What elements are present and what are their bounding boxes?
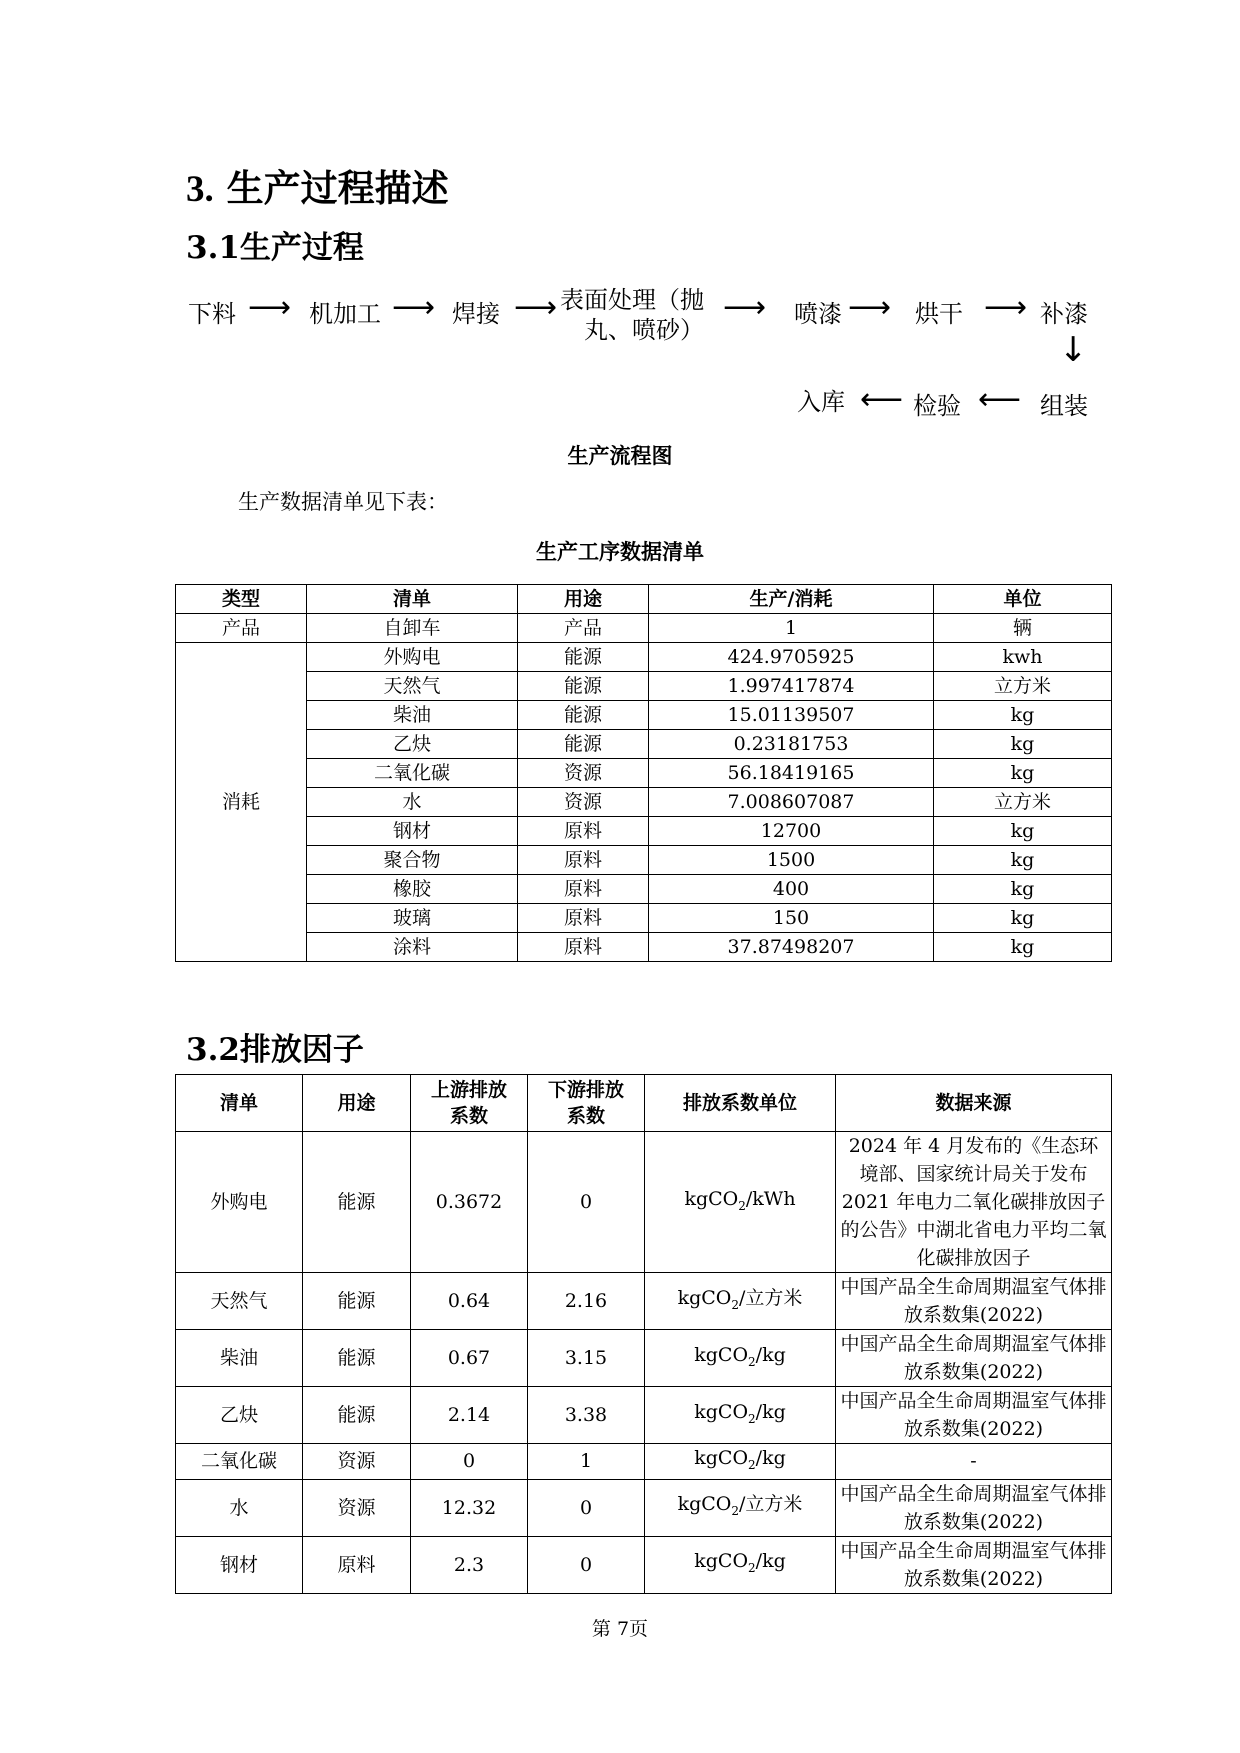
table-header-row bbox=[176, 585, 1112, 614]
table-row bbox=[176, 614, 1112, 643]
production-data-table bbox=[175, 584, 1112, 962]
flow-arrow-right-icon: ⟶ bbox=[984, 290, 1028, 325]
unit-subscript: 2 bbox=[748, 1411, 756, 1426]
type-cell: 产品 bbox=[176, 614, 307, 643]
subsection-heading-emission-factors: 3.2排放因子 bbox=[186, 1032, 364, 1068]
flow-step-painting: 喷漆 bbox=[794, 300, 842, 328]
unit-prefix: kgCO bbox=[694, 1447, 749, 1469]
use-cell: 能源 bbox=[303, 1273, 411, 1330]
item-cell: 聚合物 bbox=[307, 846, 518, 875]
unit-suffix: /kWh bbox=[745, 1187, 796, 1210]
table-row bbox=[176, 759, 1112, 788]
unit-suffix: /kg bbox=[755, 1343, 786, 1366]
unit-prefix: kgCO bbox=[684, 1187, 739, 1210]
header-cell: 清单 bbox=[176, 1075, 303, 1132]
use-cell: 能源 bbox=[518, 672, 649, 701]
unit-cell: kg bbox=[934, 846, 1112, 875]
flow-step-touch-up: 补漆 bbox=[1040, 300, 1088, 328]
source-cell: - bbox=[836, 1444, 1112, 1480]
page-number: 第 7页 bbox=[591, 1618, 649, 1640]
table-row bbox=[176, 846, 1112, 875]
flow-arrow-left-icon: ⟵ bbox=[978, 382, 1022, 417]
use-cell: 能源 bbox=[303, 1387, 411, 1444]
source-cell: 中国产品全生命周期温室气体排放系数集(2022) bbox=[836, 1273, 1112, 1330]
upstream-factor-cell: 0.67 bbox=[411, 1330, 528, 1387]
flow-step-blanking: 下料 bbox=[188, 300, 236, 328]
table-row bbox=[176, 817, 1112, 846]
item-cell: 柴油 bbox=[307, 701, 518, 730]
header-cell: 单位 bbox=[934, 585, 1112, 614]
unit-cell bbox=[645, 1479, 836, 1536]
header-cell: 排放系数单位 bbox=[645, 1075, 836, 1132]
use-cell: 资源 bbox=[518, 759, 649, 788]
header-cell: 下游排放系数 bbox=[528, 1075, 645, 1132]
item-cell: 橡胶 bbox=[307, 875, 518, 904]
section-title: 生产过程描述 bbox=[226, 166, 449, 210]
item-cell: 涂料 bbox=[307, 933, 518, 962]
intro-paragraph: 生产数据清单见下表： bbox=[238, 490, 448, 514]
source-cell: 2024 年 4 月发布的《生态环境部、国家统计局关于发布 2021 年电力二氧化碳排放因子的公告》中湖北省电力平均二氧化碳排放因子 bbox=[836, 1132, 1112, 1273]
item-cell: 水 bbox=[176, 1479, 303, 1536]
header-cell: 用途 bbox=[518, 585, 649, 614]
unit-cell: kg bbox=[934, 904, 1112, 933]
header-cell: 清单 bbox=[307, 585, 518, 614]
amount-cell: 0.23181753 bbox=[649, 730, 934, 759]
table-row bbox=[176, 1444, 1112, 1480]
table-header-row bbox=[176, 1075, 1112, 1132]
table-row bbox=[176, 1132, 1112, 1273]
use-cell: 能源 bbox=[303, 1330, 411, 1387]
flow-arrow-right-icon: ⟶ bbox=[392, 290, 436, 325]
flow-step-drying: 烘干 bbox=[915, 300, 963, 328]
upstream-factor-cell: 0.3672 bbox=[411, 1132, 528, 1273]
unit-cell: kg bbox=[934, 701, 1112, 730]
unit-prefix: kgCO bbox=[694, 1343, 749, 1366]
unit-subscript: 2 bbox=[748, 1457, 756, 1472]
use-cell: 原料 bbox=[518, 904, 649, 933]
downstream-factor-cell: 0 bbox=[528, 1132, 645, 1273]
use-cell: 资源 bbox=[303, 1444, 411, 1480]
item-cell: 乙炔 bbox=[176, 1387, 303, 1444]
flow-arrow-down-icon: ↓ bbox=[1059, 330, 1088, 370]
unit-prefix: kgCO bbox=[694, 1550, 749, 1573]
header-cell: 用途 bbox=[303, 1075, 411, 1132]
flow-step-machining: 机加工 bbox=[309, 300, 381, 328]
amount-cell: 1500 bbox=[649, 846, 934, 875]
downstream-factor-cell: 0 bbox=[528, 1536, 645, 1593]
amount-cell: 150 bbox=[649, 904, 934, 933]
unit-cell: 立方米 bbox=[934, 672, 1112, 701]
unit-subscript: 2 bbox=[731, 1504, 740, 1519]
unit-cell bbox=[645, 1330, 836, 1387]
item-cell: 柴油 bbox=[176, 1330, 303, 1387]
unit-prefix: kgCO bbox=[677, 1493, 732, 1516]
unit-cell: 立方米 bbox=[934, 788, 1112, 817]
item-cell: 玻璃 bbox=[307, 904, 518, 933]
item-cell: 钢材 bbox=[176, 1536, 303, 1593]
item-cell: 外购电 bbox=[176, 1132, 303, 1273]
table-row bbox=[176, 1273, 1112, 1330]
item-cell: 水 bbox=[307, 788, 518, 817]
use-cell: 产品 bbox=[518, 614, 649, 643]
table1-caption: 生产工序数据清单 bbox=[536, 539, 704, 564]
unit-cell bbox=[645, 1273, 836, 1330]
source-cell: 中国产品全生命周期温室气体排放系数集(2022) bbox=[836, 1387, 1112, 1444]
unit-subscript: 2 bbox=[738, 1198, 746, 1213]
flow-arrow-right-icon: ⟶ bbox=[248, 290, 292, 325]
use-cell: 能源 bbox=[518, 643, 649, 672]
item-cell: 自卸车 bbox=[307, 614, 518, 643]
source-cell: 中国产品全生命周期温室气体排放系数集(2022) bbox=[836, 1536, 1112, 1593]
amount-cell: 37.87498207 bbox=[649, 933, 934, 962]
item-cell: 天然气 bbox=[176, 1273, 303, 1330]
type-cell: 消耗 bbox=[176, 643, 307, 962]
unit-prefix: kgCO bbox=[677, 1286, 732, 1309]
unit-cell: kg bbox=[934, 933, 1112, 962]
table-row bbox=[176, 904, 1112, 933]
table-row bbox=[176, 875, 1112, 904]
table-row bbox=[176, 933, 1112, 962]
flow-arrow-right-icon: ⟶ bbox=[848, 290, 892, 325]
unit-prefix: kgCO bbox=[694, 1400, 749, 1423]
unit-subscript: 2 bbox=[731, 1297, 740, 1312]
amount-cell: 1.997417874 bbox=[649, 672, 934, 701]
amount-cell: 424.9705925 bbox=[649, 643, 934, 672]
unit-suffix: /kg bbox=[755, 1400, 786, 1423]
item-cell: 乙炔 bbox=[307, 730, 518, 759]
use-cell: 原料 bbox=[518, 846, 649, 875]
flow-step-warehousing: 入库 bbox=[797, 388, 845, 416]
item-cell: 二氧化碳 bbox=[307, 759, 518, 788]
table-row bbox=[176, 788, 1112, 817]
flow-step-inspection: 检验 bbox=[913, 392, 961, 420]
use-cell: 能源 bbox=[303, 1132, 411, 1273]
item-cell: 钢材 bbox=[307, 817, 518, 846]
upstream-factor-cell: 12.32 bbox=[411, 1479, 528, 1536]
unit-cell: 辆 bbox=[934, 614, 1112, 643]
subsection-heading-production: 3.1生产过程 bbox=[186, 230, 364, 266]
use-cell: 原料 bbox=[518, 817, 649, 846]
header-cell: 生产/消耗 bbox=[649, 585, 934, 614]
unit-cell: kg bbox=[934, 759, 1112, 788]
use-cell: 原料 bbox=[518, 875, 649, 904]
upstream-factor-cell: 0 bbox=[411, 1444, 528, 1480]
unit-subscript: 2 bbox=[748, 1561, 756, 1576]
item-cell: 外购电 bbox=[307, 643, 518, 672]
flow-arrow-right-icon: ⟶ bbox=[514, 290, 558, 325]
section-heading bbox=[186, 158, 449, 212]
unit-suffix: /立方米 bbox=[739, 1286, 803, 1309]
unit-subscript: 2 bbox=[748, 1354, 756, 1369]
downstream-factor-cell: 3.38 bbox=[528, 1387, 645, 1444]
use-cell: 资源 bbox=[518, 788, 649, 817]
amount-cell: 12700 bbox=[649, 817, 934, 846]
upstream-factor-cell: 2.3 bbox=[411, 1536, 528, 1593]
upstream-factor-cell: 0.64 bbox=[411, 1273, 528, 1330]
unit-cell bbox=[645, 1536, 836, 1593]
table-row bbox=[176, 1536, 1112, 1593]
unit-cell: kg bbox=[934, 875, 1112, 904]
downstream-factor-cell: 0 bbox=[528, 1479, 645, 1536]
item-cell: 天然气 bbox=[307, 672, 518, 701]
flow-step-surface-treatment-line1: 表面处理（抛 bbox=[560, 286, 704, 314]
amount-cell: 400 bbox=[649, 875, 934, 904]
table-row bbox=[176, 730, 1112, 759]
unit-suffix: /kg bbox=[755, 1447, 786, 1469]
flow-arrow-right-icon: ⟶ bbox=[723, 290, 767, 325]
table-row bbox=[176, 701, 1112, 730]
section-number: 3. bbox=[186, 169, 214, 210]
source-cell: 中国产品全生命周期温室气体排放系数集(2022) bbox=[836, 1479, 1112, 1536]
table-row bbox=[176, 643, 1112, 672]
use-cell: 原料 bbox=[303, 1536, 411, 1593]
source-cell: 中国产品全生命周期温室气体排放系数集(2022) bbox=[836, 1330, 1112, 1387]
unit-cell: kg bbox=[934, 730, 1112, 759]
table-row bbox=[176, 1330, 1112, 1387]
use-cell: 原料 bbox=[518, 933, 649, 962]
unit-cell bbox=[645, 1132, 836, 1273]
header-cell: 类型 bbox=[176, 585, 307, 614]
unit-cell: kwh bbox=[934, 643, 1112, 672]
downstream-factor-cell: 2.16 bbox=[528, 1273, 645, 1330]
flow-caption: 生产流程图 bbox=[567, 443, 673, 468]
table-row bbox=[176, 1387, 1112, 1444]
downstream-factor-cell: 1 bbox=[528, 1444, 645, 1480]
use-cell: 能源 bbox=[518, 701, 649, 730]
flow-step-assembly: 组装 bbox=[1040, 392, 1088, 420]
upstream-factor-cell: 2.14 bbox=[411, 1387, 528, 1444]
header-cell: 上游排放系数 bbox=[411, 1075, 528, 1132]
amount-cell: 1 bbox=[649, 614, 934, 643]
flow-step-welding: 焊接 bbox=[452, 300, 500, 328]
item-cell: 二氧化碳 bbox=[176, 1444, 303, 1480]
amount-cell: 7.008607087 bbox=[649, 788, 934, 817]
use-cell: 资源 bbox=[303, 1479, 411, 1536]
downstream-factor-cell: 3.15 bbox=[528, 1330, 645, 1387]
unit-suffix: /立方米 bbox=[739, 1493, 803, 1516]
amount-cell: 15.01139507 bbox=[649, 701, 934, 730]
flow-step-surface-treatment-line2: 丸、喷砂） bbox=[584, 316, 704, 344]
unit-cell bbox=[645, 1387, 836, 1444]
unit-cell bbox=[645, 1444, 836, 1480]
table-row bbox=[176, 672, 1112, 701]
table-row bbox=[176, 1479, 1112, 1536]
use-cell: 能源 bbox=[518, 730, 649, 759]
unit-suffix: /kg bbox=[755, 1550, 786, 1573]
emission-factor-table bbox=[175, 1074, 1112, 1594]
header-cell: 数据来源 bbox=[836, 1075, 1112, 1132]
amount-cell: 56.18419165 bbox=[649, 759, 934, 788]
unit-cell: kg bbox=[934, 817, 1112, 846]
flow-arrow-left-icon: ⟵ bbox=[860, 382, 904, 417]
